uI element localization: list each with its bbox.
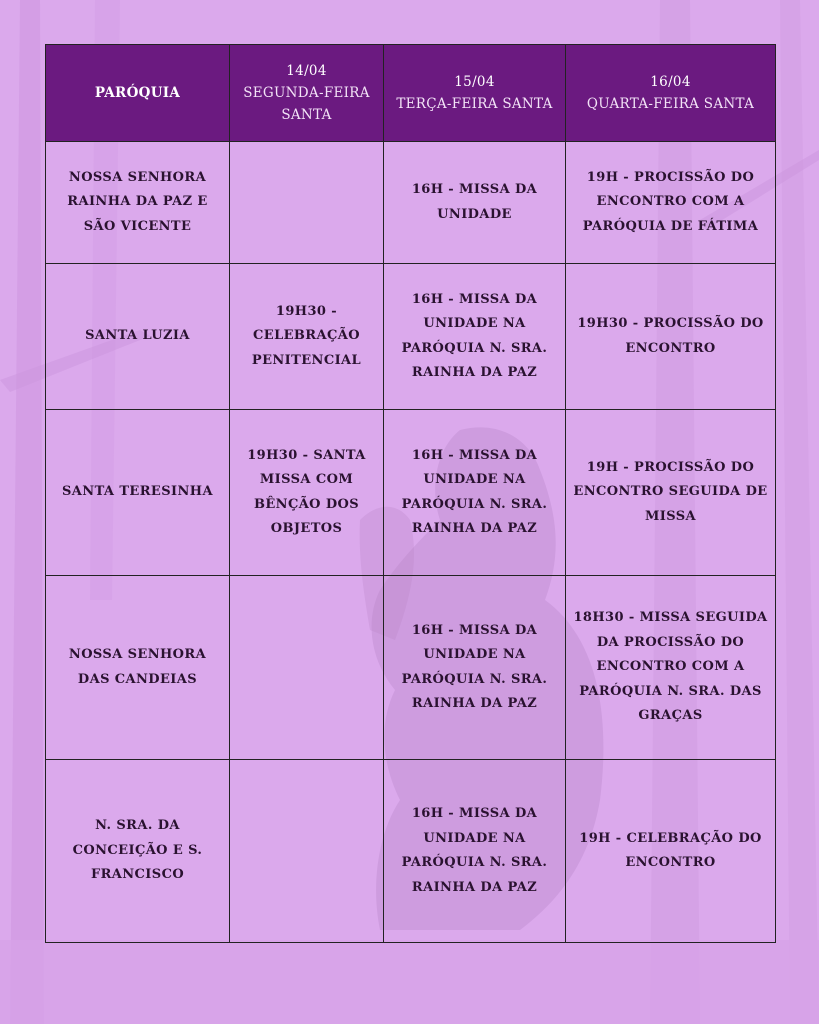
parish-cell: SANTA TERESINHA: [46, 410, 230, 576]
header-day-wednesday: [566, 45, 776, 142]
header-day-label: QUARTA-FEIRA SANTA: [586, 96, 755, 112]
parish-cell: NOSSA SENHORA DAS CANDEIAS: [46, 576, 230, 760]
monday-cell: 19H30 - CELEBRAÇÃO PENITENCIAL: [230, 264, 384, 410]
header-day-label: TERÇA-FEIRA SANTA: [396, 96, 553, 112]
header-day-monday: [230, 45, 384, 142]
table-row: [46, 760, 776, 943]
parish-cell: N. SRA. DA CONCEIÇÃO E S. FRANCISCO: [46, 760, 230, 943]
header-date: 15/04: [454, 74, 495, 90]
table-row: [46, 410, 776, 576]
table-row: [46, 576, 776, 760]
monday-cell: [230, 760, 384, 943]
tuesday-cell: 16H - MISSA DA UNIDADE NA PARÓQUIA N. SRA. RAINHA DA PAZ: [384, 410, 566, 576]
tuesday-cell: 16H - MISSA DA UNIDADE NA PARÓQUIA N. SRA. RAINHA DA PAZ: [384, 264, 566, 410]
tuesday-cell: 16H - MISSA DA UNIDADE: [384, 142, 566, 264]
wednesday-cell: 19H - PROCISSÃO DO ENCONTRO COM A PARÓQUIA DE FÁTIMA: [566, 142, 776, 264]
holy-week-schedule-table: [45, 44, 776, 943]
parish-cell: SANTA LUZIA: [46, 264, 230, 410]
header-day-label: SEGUNDA-FEIRA SANTA: [243, 85, 370, 123]
monday-cell: 19H30 - SANTA MISSA COM BÊNÇÃO DOS OBJETOS: [230, 410, 384, 576]
table-row: [46, 264, 776, 410]
monday-cell: [230, 576, 384, 760]
header-date: 16/04: [650, 74, 691, 90]
wednesday-cell: 19H - PROCISSÃO DO ENCONTRO SEGUIDA DE MISSA: [566, 410, 776, 576]
parish-cell: NOSSA SENHORA RAINHA DA PAZ E SÃO VICENTE: [46, 142, 230, 264]
header-date: 14/04: [286, 63, 327, 79]
tuesday-cell: 16H - MISSA DA UNIDADE NA PARÓQUIA N. SRA. RAINHA DA PAZ: [384, 576, 566, 760]
tuesday-cell: 16H - MISSA DA UNIDADE NA PARÓQUIA N. SRA. RAINHA DA PAZ: [384, 760, 566, 943]
wednesday-cell: 19H - CELEBRAÇÃO DO ENCONTRO: [566, 760, 776, 943]
header-parish: PARÓQUIA: [46, 45, 230, 142]
table-row: [46, 142, 776, 264]
wednesday-cell: 18H30 - MISSA SEGUIDA DA PROCISSÃO DO ENCONTRO COM A PARÓQUIA N. SRA. DAS GRAÇAS: [566, 576, 776, 760]
header-day-tuesday: [384, 45, 566, 142]
header-row: [46, 45, 776, 142]
monday-cell: [230, 142, 384, 264]
wednesday-cell: 19H30 - PROCISSÃO DO ENCONTRO: [566, 264, 776, 410]
